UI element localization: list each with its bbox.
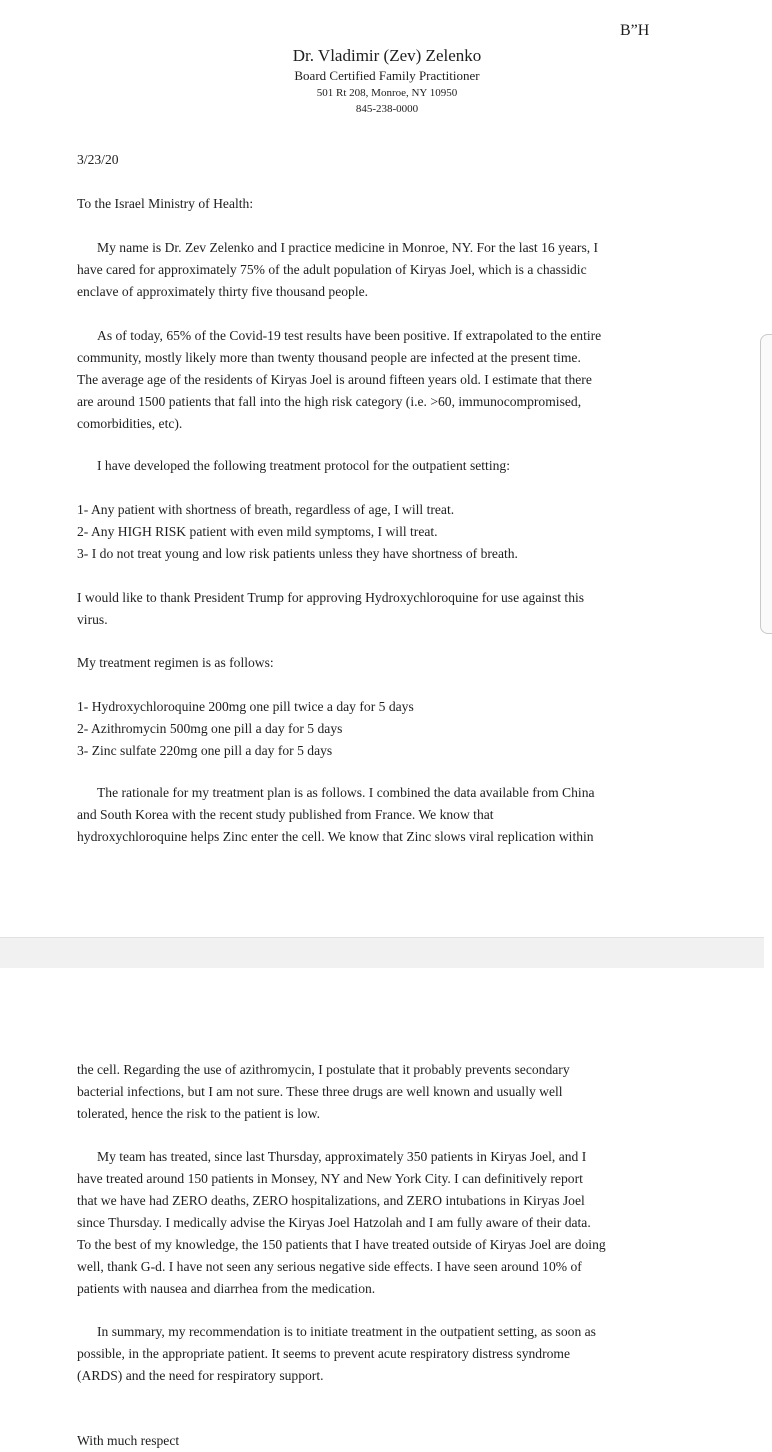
list-item: 1- Any patient with shortness of breath, regardless of age, I will treat. [77,502,455,517]
list-item: 3- I do not treat young and low risk patients unless they have shortness of breath. [77,546,518,561]
letter-date [77,149,677,171]
paragraph-line: patients with nausea and diarrhea from the medication. [77,1281,376,1296]
paragraph-line: My treatment regimen is as follows: [77,655,274,670]
list-item: 2- Any HIGH RISK patient with even mild symptoms, I will treat. [77,524,438,539]
page-separator [0,937,764,969]
paragraph-thanks [77,587,677,631]
paragraph-line: virus. [77,612,108,627]
paragraph-line: since Thursday. I medically advise the Kiryas Joel Hatzolah and I am fully aware of their data. [77,1215,591,1230]
paragraph-line: bacterial infections, but I am not sure. These three drugs are well known and usually well [77,1084,563,1099]
paragraph-results [77,1146,677,1300]
salutation-text: To the Israel Ministry of Health: [77,196,254,211]
paragraph-line: (ARDS) and the need for respiratory support. [77,1368,324,1383]
doctor-phone: 845-238-0000 [355,103,419,115]
paragraph-line: enclave of approximately thirty five thousand people. [77,284,369,299]
paragraph-line: As of today, 65% of the Covid-19 test results have been positive. If extrapolated to the entire [97,328,602,343]
paragraph-line: I would like to thank President Trump for approving Hydroxychloroquine for use against this [77,590,585,605]
doctor-title: Board Certified Family Practitioner [294,68,480,83]
doctor-name: Dr. Vladimir (Zev) Zelenko [292,46,482,65]
protocol-list [77,499,677,565]
paragraph-line: well, thank G-d. I have not seen any serious negative side effects. I have seen around 10% of [77,1259,582,1274]
paragraph-intro [77,237,677,303]
paragraph-line: To the best of my knowledge, the 150 patients that I have treated outside of Kiryas Joel are doing [77,1237,606,1252]
paragraph-line: have cared for approximately 75% of the adult population of Kiryas Joel, which is a chassidic [77,262,587,277]
paragraph-line: The rationale for my treatment plan is as follows. I combined the data available from China [97,785,595,800]
list-item: 2- Azithromycin 500mg one pill a day for 5 days [77,721,343,736]
bh-mark: B”H [620,22,650,39]
paragraph-summary [77,1321,677,1387]
paragraph-line: and South Korea with the recent study published from France. We know that [77,807,494,822]
paragraph-line: My team has treated, since last Thursday, approximately 350 patients in Kiryas Joel, and I [97,1149,587,1164]
paragraph-line: I have developed the following treatment protocol for the outpatient setting: [97,458,510,473]
paragraph-line: tolerated, hence the risk to the patient is low. [77,1106,320,1121]
list-item: 1- Hydroxychloroquine 200mg one pill twice a day for 5 days [77,699,414,714]
paragraph-line: that we have had ZERO deaths, ZERO hospitalizations, and ZERO intubations in Kiryas Joel [77,1193,585,1208]
list-item: 3- Zinc sulfate 220mg one pill a day for 5 days [77,743,333,758]
paragraph-line: have treated around 150 patients in Monsey, NY and New York City. I can definitively report [77,1171,583,1186]
paragraph-line: hydroxychloroquine helps Zinc enter the cell. We know that Zinc slows viral replication within [77,829,594,844]
letter-page-2 [0,968,764,1448]
paragraph-line: My name is Dr. Zev Zelenko and I practice medicine in Monroe, NY. For the last 16 years, I [97,240,599,255]
doctor-address: 501 Rt 208, Monroe, NY 10950 [316,87,458,99]
paragraph-line: possible, in the appropriate patient. It seems to prevent acute respiratory distress syndrome [77,1346,571,1361]
paragraph-line: the cell. Regarding the use of azithromycin, I postulate that it probably prevents secondary [77,1062,570,1077]
regimen-list [77,696,677,762]
closing [77,1430,677,1452]
paragraph-line: are around 1500 patients that fall into the high risk category (i.e. >60, immunocompromised, [77,394,582,409]
paragraph-protocol-intro [77,455,677,477]
date-text: 3/23/20 [77,152,119,167]
closing-text: With much respect [77,1433,180,1448]
salutation [77,193,677,215]
paragraph-azithromycin [77,1059,677,1125]
paragraph-rationale [77,782,677,848]
paragraph-regimen-intro [77,652,677,674]
paragraph-line: community, mostly likely more than twenty thousand people are infected at the present time. [77,350,581,365]
scroll-handle[interactable] [760,334,772,634]
paragraph-line: In summary, my recommendation is to initiate treatment in the outpatient setting, as soon as [97,1324,596,1339]
paragraph-test-results [77,325,677,435]
paragraph-line: comorbidities, etc). [77,416,183,431]
paragraph-line: The average age of the residents of Kiryas Joel is around fifteen years old. I estimate that there [77,372,592,387]
